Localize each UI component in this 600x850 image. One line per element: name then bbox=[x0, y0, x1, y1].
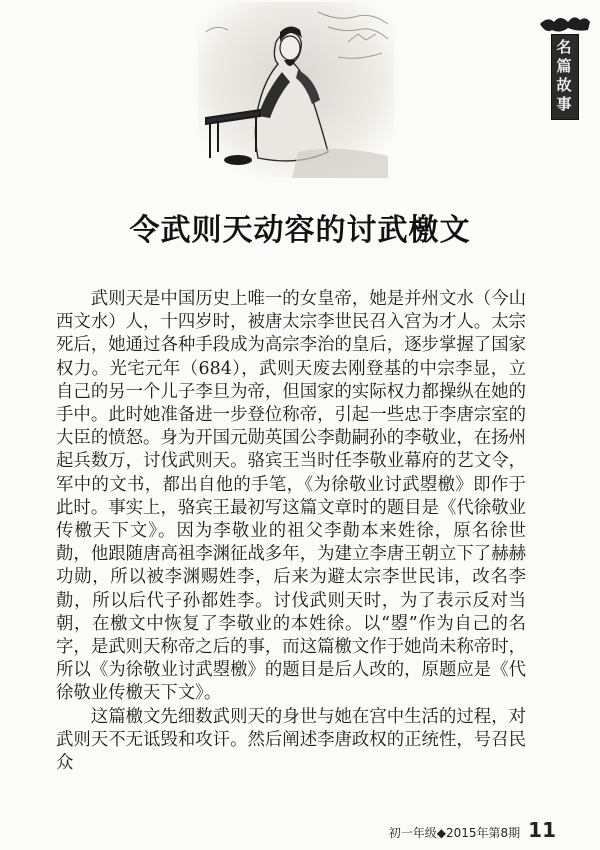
article-paragraph: 这篇檄文先细数武则天的身世与她在宫中生活的过程，对武则天不无诋毁和攻讦。然后阐述李唐政权的正统性，号召民众 bbox=[56, 706, 526, 774]
page-number: 11 bbox=[528, 818, 556, 842]
scholar-writing-illustration bbox=[198, 2, 394, 178]
section-tab-label: 名 篇 故 事 bbox=[556, 38, 572, 113]
section-tab bbox=[538, 14, 590, 122]
page-footer bbox=[389, 818, 556, 842]
article-body bbox=[56, 288, 526, 775]
issue-label: 初一年级◆2015年第8期 bbox=[388, 826, 521, 840]
article-paragraph: 武则天是中国历史上唯一的女皇帝，她是并州文水（今山西文水）人，十四岁时，被唐太宗李世民召入宫为才人。太宗死后，她通过各种手段成为高宗李治的皇后，逐步掌握了国家权力。光宅元年（684），武则天废去刚登基的中宗李显，立自己的另一个儿子李旦为帝，但国家的实际权力都操纵在她的手中。此时她准备进一步登位称帝，引起一些忠于李唐宗室的大臣的愤怒。身为开国元勋英国公李勣嗣孙的李敬业，在扬州起兵数万，讨伐武则天。骆宾王当时任李敬业幕府的艺文令，军中的文书，都出自他的手笔，《为徐敬业讨武曌檄》即作于此时。事实上，骆宾王最初写这篇文章时的题目是《代徐敬业传檄天下文》。因为李敬业的祖父李勣本来姓徐，原名徐世勣，他跟随唐高祖李渊征战多年，为建立李唐王朝立下了赫赫功勋，所以被李渊赐姓李，后来为避太宗李世民讳，改名李勣，所以后代子孙都姓李。讨伐武则天时，为了表示反对当朝，在檄文中恢复了李敬业的本姓徐。以“曌”作为自己的名字，是武则天称帝之后的事，而这篇檄文作于她尚未称帝时，所以《为徐敬业讨武曌檄》的题目是后人改的，原题应是《代徐敬业传檄天下文》。 bbox=[56, 289, 526, 704]
article-title: 令武则天动容的讨武檄文 bbox=[129, 213, 471, 248]
brush-stroke-icon bbox=[538, 14, 590, 36]
